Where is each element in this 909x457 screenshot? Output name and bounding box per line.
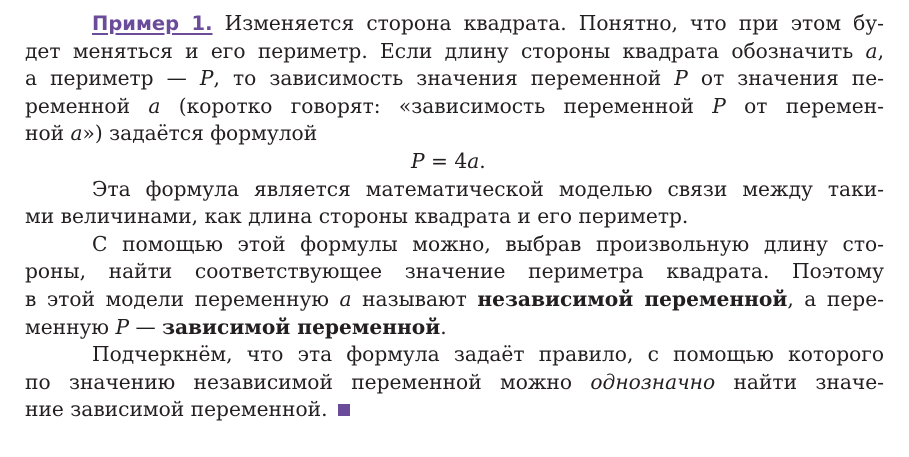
para2-line-1 xyxy=(25,176,884,204)
para2-line-2 xyxy=(25,203,884,231)
text-span: . xyxy=(440,314,447,339)
example-text: Изменяется сторона квадрата. Понятно, что при этом бу- xyxy=(212,11,884,35)
text-span: дет меняться и его периметр. Если длину стороны квадрата обозначить xyxy=(25,38,866,63)
text-span: от значения пе- xyxy=(687,66,884,91)
text-span: роны, найти соответствующее значение периметра квадрата. Поэтому xyxy=(25,259,884,284)
text-span: а периметр — xyxy=(25,66,200,91)
variable-p: P xyxy=(115,314,130,339)
text-span: ») задаётся формулой xyxy=(82,121,318,146)
para3-line-3 xyxy=(25,286,884,314)
text-span: Подчеркнём, что эта формула задаёт правило, с помощью которого xyxy=(92,342,884,367)
example-line-5 xyxy=(25,120,884,148)
variable-a: a xyxy=(339,286,352,311)
text-span: в этой модели переменную xyxy=(25,286,340,311)
example-label: Пример 1. xyxy=(92,12,213,35)
text-span: ми величинами, как длина стороны квадрата и его периметр. xyxy=(25,204,689,229)
text-span: по значению независимой переменной можно xyxy=(25,369,591,394)
example-line-2 xyxy=(25,38,884,66)
formula-lhs: P xyxy=(411,148,425,173)
text-span: ние зависимой переменной. xyxy=(25,397,334,422)
text-span: , то зависимость значения переменной xyxy=(213,66,675,91)
variable-a: a xyxy=(70,121,83,146)
text-span: ременной xyxy=(25,93,149,118)
example-line-4 xyxy=(25,93,884,121)
formula-rhs: a xyxy=(467,148,480,173)
text-span: ной xyxy=(25,121,71,146)
term-dependent-variable: зависимой переменной xyxy=(162,314,441,339)
square-end-mark-icon xyxy=(338,404,350,416)
text-span: С помощью этой формулы можно, выбрав произвольную длину сто- xyxy=(92,231,884,256)
formula-middle: = 4 xyxy=(424,148,468,173)
variable-a: a xyxy=(148,93,161,118)
emphasis-uniquely: однозначно xyxy=(590,369,716,394)
formula-end: . xyxy=(479,148,486,173)
para4-line-2 xyxy=(25,369,884,397)
text-span: менную xyxy=(25,314,116,339)
para3-line-2 xyxy=(25,258,884,286)
textbook-page xyxy=(25,10,884,424)
text-span: Эта формула является математической моделью связи между таки- xyxy=(92,176,884,201)
para4-line-3 xyxy=(25,396,884,424)
example-line-3 xyxy=(25,65,884,93)
text-span: , а пере- xyxy=(787,286,884,311)
variable-p: P xyxy=(712,93,726,118)
variable-a: a xyxy=(865,38,878,63)
text-span: от перемен- xyxy=(725,93,884,118)
formula xyxy=(25,148,884,176)
text-span: — xyxy=(129,314,163,339)
variable-p: P xyxy=(199,66,214,91)
variable-p: P xyxy=(674,66,688,91)
term-independent-variable: независимой переменной xyxy=(477,286,788,311)
example-line-1 xyxy=(25,10,884,38)
text-span: (коротко говорят: «зависимость переменной xyxy=(160,93,713,118)
para3-line-4 xyxy=(25,314,884,342)
text-span: найти значе- xyxy=(715,369,884,394)
text-span: , xyxy=(877,38,884,63)
para3-line-1 xyxy=(25,231,884,259)
para4-line-1 xyxy=(25,341,884,369)
text-span: называют xyxy=(351,286,478,311)
